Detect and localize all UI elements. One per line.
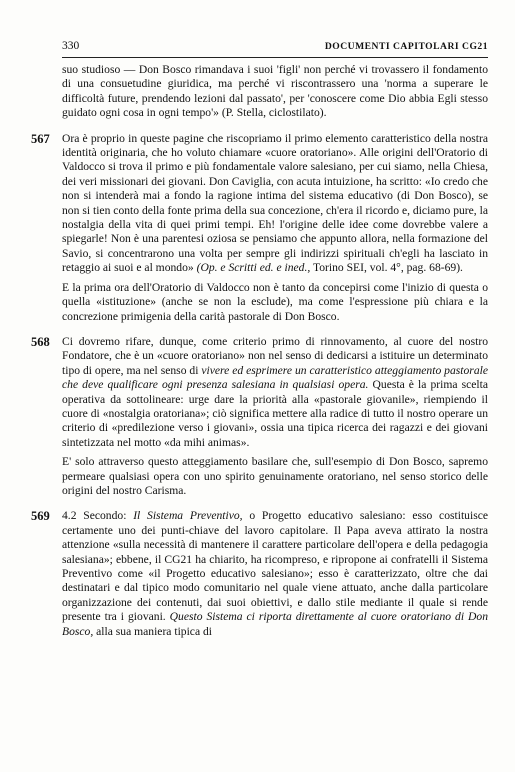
paragraph-568-continued	[62, 455, 488, 498]
paragraph-text: suo studioso — Don Bosco rimandava i suoi 'figli' non perché vi trovassero il fondamento di una consuetudine giuridica, ma perché vi riscontrassero una 'norma a superare le difficoltà future, prendendo lezioni dal passato', per 'conoscere come Dio abbia Egli stesso guidato ogni cosa in ogni tempo'» (P. Stella, ciclostilato).	[62, 63, 488, 120]
paragraph-568	[31, 334, 488, 450]
paragraph-569	[31, 509, 489, 639]
header-rule	[62, 57, 488, 58]
paragraph-text: E' solo attraverso questo atteggiamento basilare che, sull'esempio di Don Bosco, sapremo permeare qualsiasi opera con uno spirito genuinamente oratoriano, nel senso storico delle origini del nostro Carisma.	[62, 455, 488, 497]
page-header	[62, 40, 488, 56]
paragraph-number: 568	[31, 334, 50, 349]
paragraph-number: 567	[31, 131, 50, 146]
paragraph-text: Ci dovremo rifare, dunque, come criterio primo di rinnovamento, al cuore del nostro Fondatore, che è un «cuore oratoriano» non nel senso di dedicarsi a istituire un determinato tipo di opere, ma nel senso di vivere ed esprimere un caratteristico atteggiamento pastorale che deve qualificare ogni presenza salesiana in qualsiasi opera. Questa è la prima scelta operativa da sottolineare: urge dare la priorità alla «pastorale giovanile», riempiendo il cuore di «nostalgia oratoriana»; ciò significa mettere alla radice di tutto il nostro operare un criterio di «predilezione verso i giovani», ossia una tipica ricerca dei ragazzi e dei giovani sintetizzata nel motto «da mihi animas».	[62, 334, 488, 449]
paragraph-number: 569	[31, 509, 50, 524]
paragraph-567	[31, 131, 488, 276]
running-title: DOCUMENTI CAPITOLARI CG21	[324, 41, 488, 52]
paragraph-text: Ora è proprio in queste pagine che riscopriamo il primo elemento caratteristico della nostra identità originaria, che ho voluto chiamare «cuore oratoriano». Alle origini dell'Oratorio di Valdocco si trova il primo e più fondamentale valore salesiano, per cui siamo, nella Chiesa, dei veri missionari dei giovani. Don Caviglia, con acuta intuizione, ha scritto: «Io credo che non si intenderà mai a fondo la ragione intima del sistema educativo (di Don Bosco), se non si tien conto della fonte prima della sua concezione, ch'era il ricordo e, diciamo pure, la nostalgia della vita di quei primi tempi. Eh! l'origine delle idee come dovrebbe valere a spiegarle! Non è una parentesi oziosa se pensiamo che appunto allora, nella formazione del Savio, si concentrarono una volta per sempre gli indirizzi spirituali ch'egli ha lasciato in retaggio ai suoi e al mondo» (Op. e Scritti ed. e ined., Torino SEI, vol. 4°, pag. 68-69).	[62, 131, 488, 275]
paragraph-567-continued	[62, 281, 488, 324]
page-number: 330	[62, 40, 80, 52]
paragraph-text: E la prima ora dell'Oratorio di Valdocco non è tanto da concepirsi come l'inizio di questa o quella «istituzione» (anche se non la esclude), ma come l'espressione più chiara e la concrezione primigenia della carità pastorale di Don Bosco.	[62, 280, 488, 323]
paragraph-continuation	[62, 63, 488, 121]
document-body	[31, 63, 489, 639]
paragraph-text: 4.2 Secondo: Il Sistema Preventivo, o Progetto educativo salesiano: esso costituisce certamente uno dei punti-chiave del lavoro capitolare. Il Papa aveva attirato la nostra attenzione «sulla necessità di mantenere il carattere particolare dell'opera e della pedagogia salesiana»; ebbene, il CG21 ha chiarito, ha ricompreso, e ripropone ai confratelli il Sistema Preventivo come «il Progetto educativo salesiano»; esso è caratterizzato, oltre che dai destinatari e dal tipico modo comunitario nel quale viene attuato, anche dalla particolare organizzazione dei contenuti, dai suoi obiettivi, e dallo stile mediante il quale si rende presente tra i giovani. Questo Sistema ci riporta direttamente al cuore oratoriano di Don Bosco, alla sua maniera tipica di	[62, 509, 489, 638]
